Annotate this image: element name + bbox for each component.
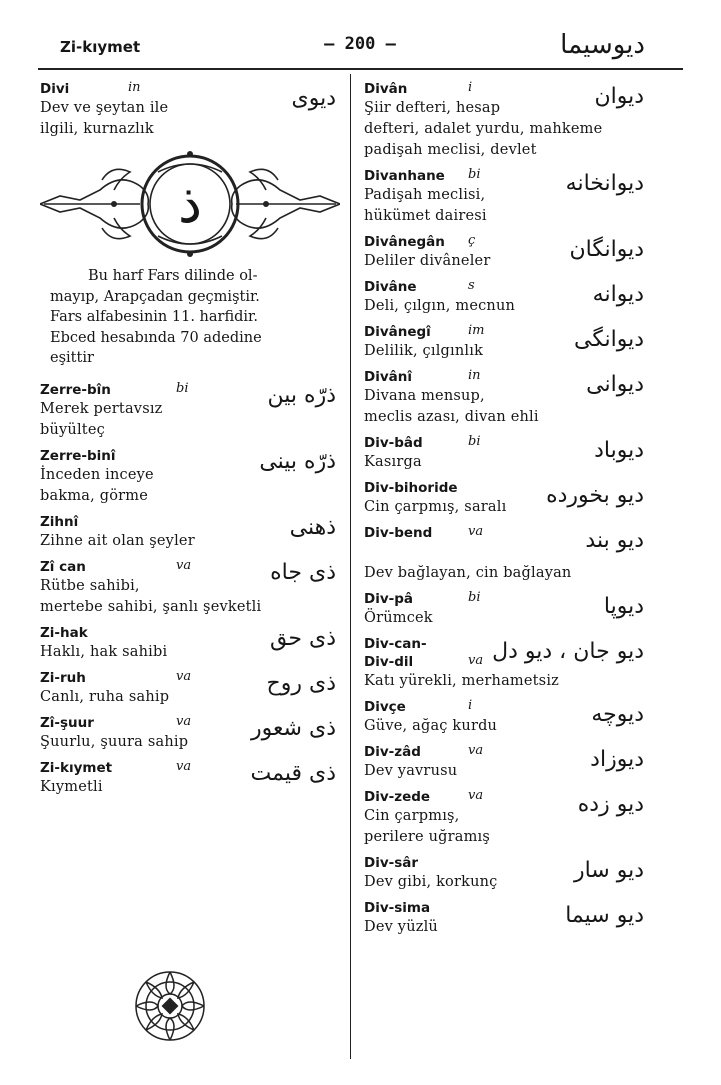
rosette-icon	[132, 968, 208, 1044]
entry-definition-line: Padişah meclisi,	[364, 187, 486, 203]
footer-ornament	[132, 968, 208, 1048]
note-line: Bu harf Fars dilinde ol-	[88, 268, 258, 284]
entry-definition-line: İnceden inceye	[40, 466, 154, 483]
entry-part-of-speech: ç	[468, 233, 476, 248]
entry-definition-line: Zihne ait olan şeyler	[40, 532, 195, 549]
header-rule	[38, 68, 683, 70]
entry-arabic: ديو سيما	[565, 903, 644, 928]
note-line: Fars alfabesinin 11. harfidir.	[50, 309, 258, 325]
dictionary-entry	[364, 80, 648, 161]
entry-term: Divânegân	[364, 234, 445, 250]
right-column	[364, 80, 648, 944]
entry-term: Div-sima	[364, 900, 431, 916]
entry-definition-line: hükümet dairesi	[364, 208, 487, 224]
entry-term: Div-zâd	[364, 744, 421, 760]
entry-definition-line: Dev yavrusu	[364, 763, 458, 779]
entry-definition-line: büyülteç	[40, 421, 105, 438]
dictionary-entry	[40, 624, 340, 663]
entry-term: Div-pâ	[364, 591, 414, 607]
entry-arabic: ديوزاد	[590, 747, 644, 772]
dictionary-entry	[364, 854, 648, 893]
entry-arabic: ديوانخانه	[565, 171, 644, 196]
entry-definition-line: Deli, çılgın, mecnun	[364, 298, 516, 314]
note-line: eşittir	[50, 350, 94, 366]
entry-arabic: ديوان	[594, 84, 644, 109]
dictionary-entry	[364, 743, 648, 782]
ornament-letter: ذ	[177, 172, 203, 235]
dictionary-entry	[364, 278, 648, 317]
entry-arabic: ذهنى	[289, 514, 336, 540]
entry-part-of-speech: bi	[468, 590, 481, 605]
dictionary-entry	[364, 524, 648, 584]
left-top-entries	[40, 80, 340, 140]
dictionary-entry	[364, 788, 648, 848]
dictionary-entry	[40, 447, 340, 507]
dictionary-entry	[364, 368, 648, 428]
entry-definition-line: bakma, görme	[40, 487, 148, 504]
entry-definition-line: Kasırga	[364, 454, 422, 470]
entry-arabic: ديوانگان	[569, 237, 644, 262]
entry-arabic: ديوباد	[594, 438, 644, 463]
entry-definition-line: Cin çarpmış,	[364, 808, 460, 824]
entry-part-of-speech: va	[176, 758, 192, 774]
entry-part-of-speech: im	[468, 323, 485, 338]
dictionary-entry	[364, 698, 648, 737]
entry-part-of-speech: s	[468, 278, 475, 293]
entry-definition-line: Rütbe sahibi,	[40, 577, 140, 594]
entry-term: Divâne	[364, 279, 417, 295]
entry-definition-line: Şuurlu, şuura sahip	[40, 733, 189, 750]
entry-part-of-speech: va	[176, 557, 192, 573]
entry-part-of-speech: i	[468, 80, 473, 95]
entry-term: Div-bâd	[364, 435, 423, 451]
entry-arabic: ديوپا	[603, 594, 644, 619]
entry-part-of-speech: va	[468, 524, 484, 539]
entry-term: Zî-şuur	[40, 714, 94, 731]
dictionary-entry	[40, 714, 340, 753]
dictionary-entry	[364, 479, 648, 518]
entry-part-of-speech: in	[128, 80, 141, 95]
entry-definition-line: padişah meclisi, devlet	[364, 142, 537, 158]
entry-term: Zi-hak	[40, 624, 88, 641]
entry-definition-line: perilere uğramış	[364, 829, 490, 845]
right-entries	[364, 80, 648, 938]
entry-definition-line: Canlı, ruha sahip	[40, 688, 170, 705]
entry-definition-line: Divana mensup,	[364, 388, 485, 404]
entry-arabic: ذى روح	[266, 670, 336, 696]
letter-note	[40, 266, 340, 369]
entry-part-of-speech: bi	[468, 434, 481, 449]
dictionary-entry	[364, 635, 648, 692]
entry-definition-line: Dev bağlayan, cin bağlayan	[364, 565, 572, 581]
entry-term: Div-sâr	[364, 855, 419, 871]
entry-term: Zerre-binî	[40, 447, 116, 464]
left-entries	[40, 381, 340, 798]
entry-part-of-speech: bi	[176, 380, 189, 396]
entry-definition-line: Merek pertavsız	[40, 400, 163, 417]
entry-part-of-speech: va	[176, 668, 192, 684]
entry-term: Zi-ruh	[40, 669, 86, 686]
entry-term: Zihnî	[40, 513, 79, 530]
entry-term: Div-zede	[364, 789, 431, 805]
dictionary-entry	[364, 899, 648, 938]
dictionary-entry	[364, 233, 648, 272]
entry-term: Divân	[364, 81, 408, 97]
entry-definition-line: mertebe sahibi, şanlı şevketli	[40, 598, 262, 615]
entry-definition-line: Örümcek	[364, 610, 433, 626]
entry-term: Div-bihoride	[364, 480, 458, 496]
entry-definition-line: Cin çarpmış, saralı	[364, 499, 507, 515]
dictionary-entry	[364, 167, 648, 227]
entry-term: Divanhane	[364, 168, 445, 184]
entry-definition-line: Kıymetli	[40, 778, 103, 795]
entry-definition-line: Dev yüzlü	[364, 919, 438, 935]
page-number: — 200 —	[324, 34, 396, 54]
note-line: Ebced hesabında 70 adedine	[50, 329, 262, 346]
entry-definition-line: Haklı, hak sahibi	[40, 643, 168, 660]
entry-definition-line: ilgili, kurnazlık	[40, 121, 154, 137]
entry-definition-line: Delilik, çılgınlık	[364, 343, 484, 359]
entry-term: Divânegî	[364, 324, 431, 340]
entry-term: Zi-kıymet	[40, 759, 113, 776]
note-line: mayıp, Arapçadan geçmiştir.	[50, 288, 260, 305]
entry-term: Div-bend	[364, 525, 433, 541]
entry-definition-line: Katı yürekli, merhametsiz	[364, 673, 559, 689]
dictionary-entry	[40, 381, 340, 441]
entry-part-of-speech: va	[468, 788, 484, 803]
dictionary-entry	[40, 759, 340, 798]
entry-arabic: ديو جان ، ديو دل	[492, 639, 644, 664]
entry-arabic: ذى حق	[270, 625, 336, 651]
entry-part-of-speech: va	[468, 653, 484, 668]
left-column	[40, 80, 340, 804]
entry-part-of-speech: in	[468, 368, 481, 383]
entry-part-of-speech: va	[176, 713, 192, 729]
page-header	[0, 30, 721, 66]
entry-definition-line: Şiir defteri, hesap	[364, 100, 501, 116]
entry-arabic: ديوانه	[592, 282, 644, 307]
entry-term: Divçe	[364, 699, 406, 715]
dictionary-entry	[40, 513, 340, 552]
entry-definition-line: meclis azası, divan ehli	[364, 409, 539, 425]
entry-arabic: ذى جاه	[270, 559, 336, 585]
entry-part-of-speech: bi	[468, 167, 481, 182]
entry-arabic: ديوانگى	[573, 327, 644, 352]
entry-definition-line: Dev ve şeytan ile	[40, 100, 169, 116]
entry-arabic: ذى قيمت	[250, 760, 336, 786]
header-arabic-guide-word: ديوسيما	[560, 30, 645, 60]
entry-term: Divi	[40, 81, 70, 97]
entry-arabic: ديو بند	[585, 528, 644, 553]
entry-arabic: ذرّه بين	[267, 382, 336, 408]
entry-arabic: ديوى	[291, 86, 336, 111]
entry-arabic: ديو سار	[573, 858, 644, 883]
entry-term: Zî can	[40, 558, 86, 575]
dictionary-entry	[40, 558, 340, 618]
dictionary-entry	[364, 323, 648, 362]
entry-part-of-speech: va	[468, 743, 484, 758]
entry-arabic: ذى شعور	[250, 715, 336, 741]
entry-arabic: ديوانى	[586, 372, 644, 397]
column-divider	[350, 74, 351, 1059]
dictionary-entry	[364, 590, 648, 629]
entry-term: Div-can-	[364, 636, 427, 652]
entry-arabic: ديوچه	[591, 702, 644, 727]
entry-arabic: ديو بخورده	[546, 483, 644, 508]
dictionary-entry	[364, 434, 648, 473]
entry-definition-line: defteri, adalet yurdu, mahkeme	[364, 121, 603, 137]
entry-definition-line: Dev gibi, korkunç	[364, 874, 498, 890]
entry-arabic: ذرّه بينى	[259, 448, 336, 474]
entry-term: Divânî	[364, 369, 412, 385]
entry-part-of-speech: i	[468, 698, 473, 713]
letter-ornament	[40, 150, 340, 258]
header-guide-word: Zi-kıymet	[60, 38, 141, 56]
entry-term-alt: Div-dil	[364, 654, 414, 670]
dictionary-entry	[40, 669, 340, 708]
dictionary-entry	[40, 80, 340, 140]
entry-term: Zerre-bîn	[40, 381, 111, 398]
entry-definition-line: Güve, ağaç kurdu	[364, 718, 498, 734]
entry-arabic: ديو زده	[577, 792, 644, 817]
entry-definition-line: Deliler divâneler	[364, 253, 491, 269]
